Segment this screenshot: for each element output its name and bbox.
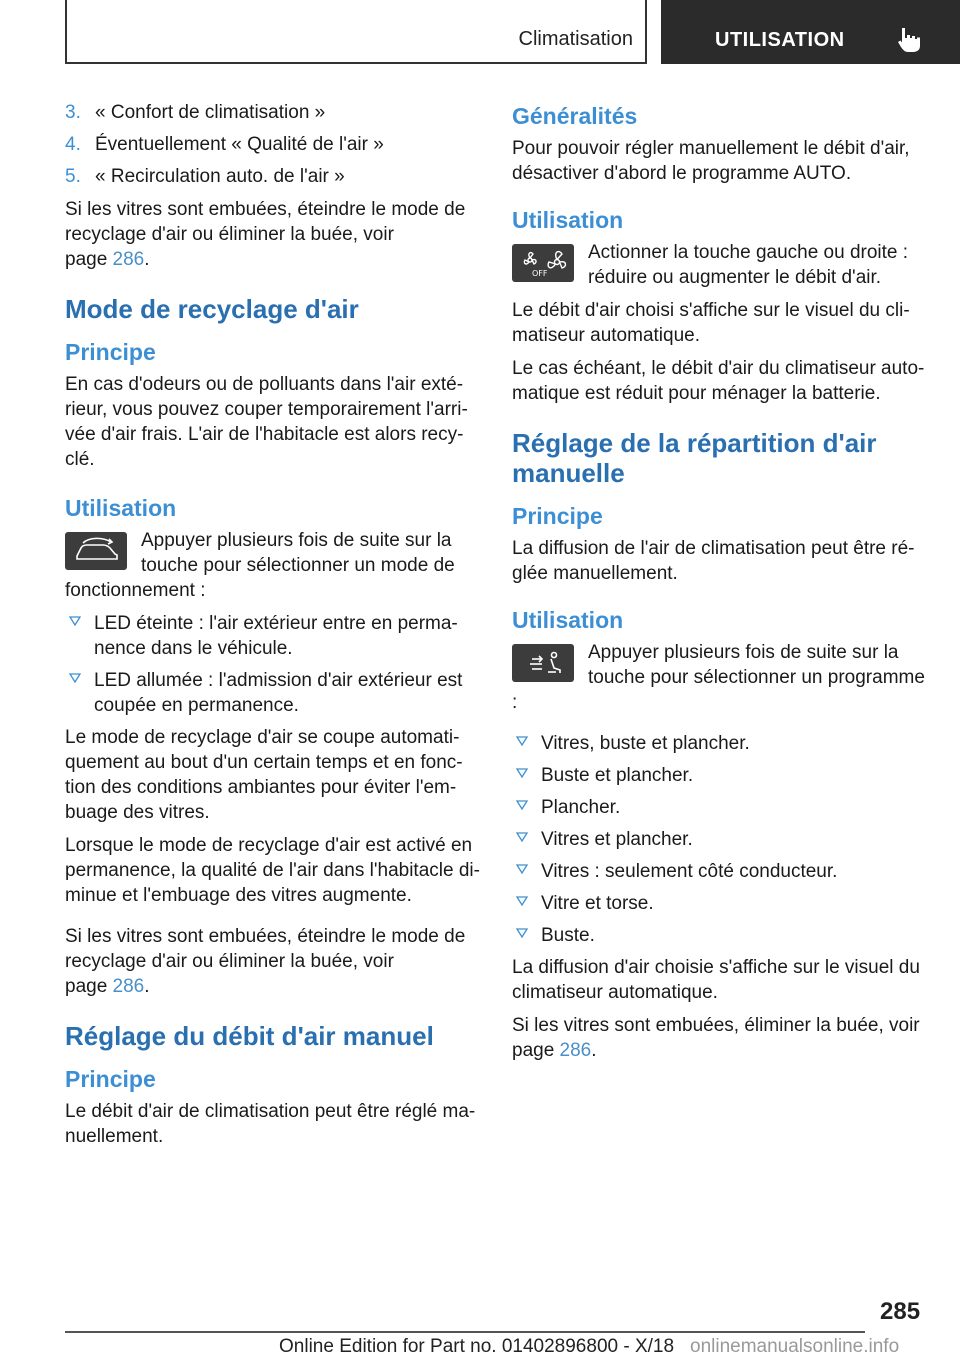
triangle-bullet-icon (69, 615, 81, 627)
page-number: 285 (880, 1298, 921, 1325)
triangle-bullet-icon (516, 927, 528, 939)
list-item: Vitres, buste et plancher. (512, 731, 927, 756)
section-heading: Mode de recyclage d'air (65, 294, 359, 324)
watermark: onlinemanualsonline.info (690, 1336, 900, 1357)
paragraph: Lorsque le mode de recyclage d'air est activé en permanence, la qualité de l'air dans l'habitacle diminue et l'embuage des vitres augmente. (65, 835, 480, 906)
footer-edition: Online Edition for Part no. 01402896800 - X/18 (279, 1336, 675, 1357)
list-item: Vitre et torse. (512, 891, 927, 916)
fog-note: Si les vitres sont embuées, éteindre le mode de recyclage d'air ou éliminer la buée, voir page 286. (65, 199, 466, 270)
chapter-tab[interactable] (661, 0, 960, 64)
page-link[interactable]: 286 (112, 249, 145, 270)
icon-paragraph: OFF Actionner la touche gauche ou droite : réduire ou augmenter le débit d'air. (512, 240, 927, 290)
modes-list (65, 611, 480, 718)
section-heading: Réglage de la répartition d'air manuelle (512, 428, 877, 488)
pointing-hand-icon (895, 24, 925, 54)
left-column (65, 100, 480, 1157)
paragraph: Le mode de recyclage d'air se coupe automatiquement au bout d'un certain temps et en fonction des conditions ambiantes pour éviter l'embuage des vitres. (65, 727, 463, 823)
paragraph: Le cas échéant, le débit d'air du climatiseur automatique est réduit pour ménager la batterie. (512, 358, 925, 404)
triangle-bullet-icon (516, 863, 528, 875)
list-item: 5. « Recirculation auto. de l'air » (65, 166, 345, 187)
icon-paragraph: Appuyer plusieurs fois de suite sur la touche pour sélectionner un mode de fonctionnement : (65, 530, 455, 601)
programs-list (512, 731, 927, 948)
subsection-heading: Généralités (512, 103, 638, 129)
paragraph: Le débit d'air choisi s'affiche sur le visuel du climatiseur automatique. (512, 300, 910, 346)
section-heading: Réglage du débit d'air manuel (65, 1021, 434, 1051)
list-item: Plancher. (512, 795, 927, 820)
header-section-box (65, 0, 647, 64)
list-item: Vitres et plancher. (512, 827, 927, 852)
page-link[interactable]: 286 (559, 1040, 592, 1061)
air-distribution-key-icon (512, 644, 574, 682)
list-item: LED éteinte : l'air extérieur entre en permanence dans le véhicule. (65, 611, 480, 661)
paragraph: La diffusion de l'air de climatisation peut être réglée manuellement. (512, 538, 915, 584)
subsection-heading: Principe (65, 339, 156, 365)
list-item: 3. « Confort de climatisation » (65, 102, 326, 123)
svg-text:OFF: OFF (532, 269, 548, 278)
list-item: LED allumée : l'admission d'air extérieur est coupée en permanence. (65, 668, 480, 718)
paragraph: La diffusion d'air choisie s'affiche sur le visuel du climatiseur automatique. (512, 957, 920, 1003)
fan-key-icon (512, 244, 574, 282)
steps-list (65, 100, 480, 189)
section-title: Climatisation (518, 28, 633, 50)
icon-paragraph: Appuyer plusieurs fois de suite sur la touche pour sélectionner un programme : (512, 642, 925, 713)
page-link[interactable]: 286 (112, 976, 145, 997)
subsection-heading: Utilisation (65, 495, 177, 521)
subsection-heading: Utilisation (512, 607, 624, 633)
triangle-bullet-icon (516, 799, 528, 811)
list-item: Buste. (512, 923, 927, 948)
subsection-heading: Principe (65, 1066, 156, 1092)
triangle-bullet-icon (516, 767, 528, 779)
subsection-heading: Utilisation (512, 207, 624, 233)
triangle-bullet-icon (516, 735, 528, 747)
footer-divider (65, 1331, 865, 1333)
list-item: 4. Éventuellement « Qualité de l'air » (65, 134, 384, 155)
triangle-bullet-icon (69, 672, 81, 684)
chapter-title: UTILISATION (715, 29, 845, 51)
paragraph: Pour pouvoir régler manuellement le débit d'air, désactiver d'abord le programme AUTO. (512, 138, 910, 184)
fog-note: Si les vitres sont embuées, éliminer la buée, voir page 286. (512, 1015, 920, 1061)
paragraph: Le débit d'air de climatisation peut être réglé manuellement. (65, 1101, 476, 1147)
paragraph: En cas d'odeurs ou de polluants dans l'air extérieur, vous pouvez couper temporairement l'arrivée d'air frais. L'air de l'habitacle est alors recyclé. (65, 374, 468, 470)
subsection-heading: Principe (512, 503, 603, 529)
recirculation-key-icon (65, 532, 127, 570)
triangle-bullet-icon (516, 895, 528, 907)
list-item: Vitres : seulement côté conducteur. (512, 859, 927, 884)
right-column (512, 100, 927, 1071)
triangle-bullet-icon (516, 831, 528, 843)
list-item: Buste et plancher. (512, 763, 927, 788)
fog-note: Si les vitres sont embuées, éteindre le mode de recyclage d'air ou éliminer la buée, voir page 286. (65, 926, 466, 997)
